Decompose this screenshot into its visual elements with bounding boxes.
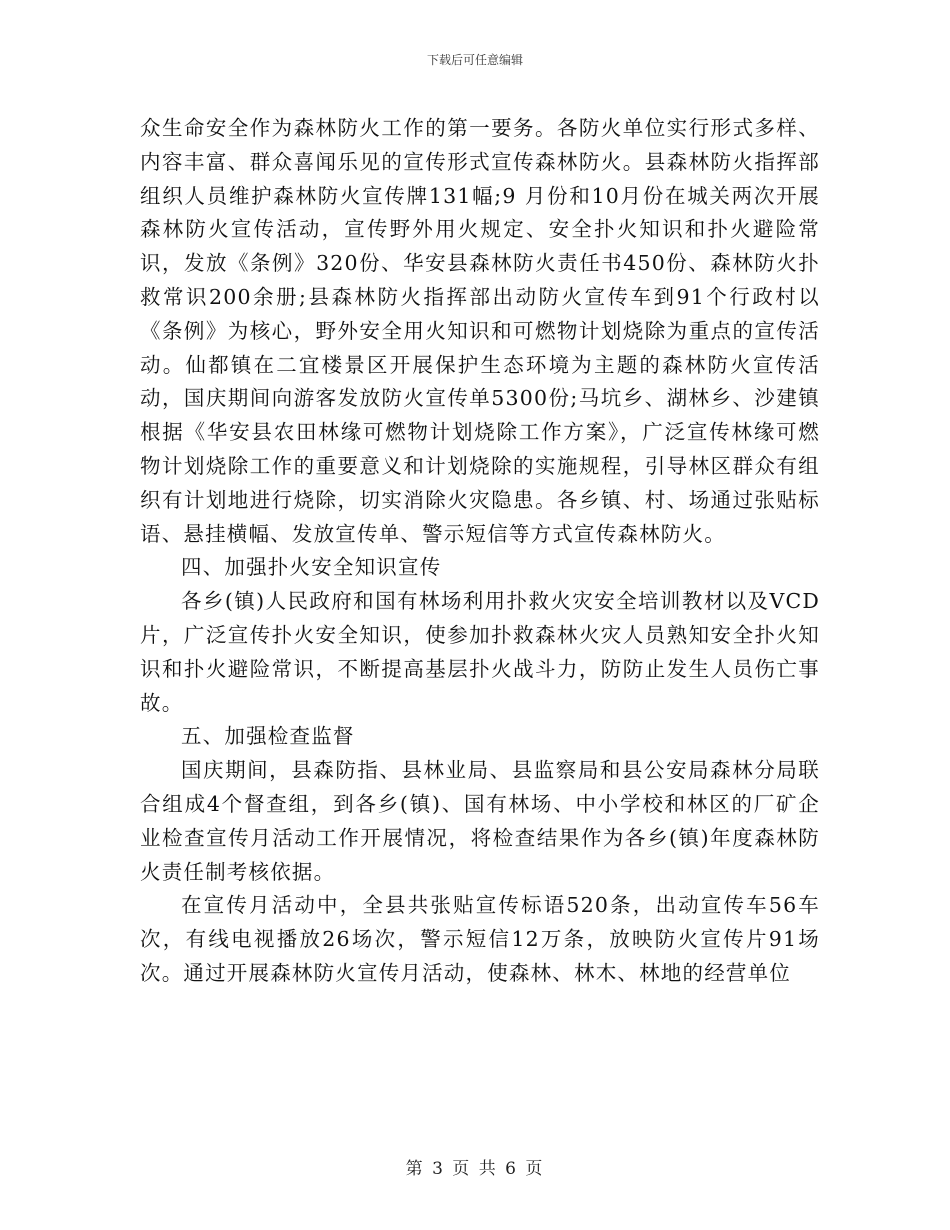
section-heading-4: 四、加强扑火安全知识宣传 (181, 555, 442, 580)
document-body (140, 112, 820, 991)
page-header-note: 下载后可任意编辑 (426, 53, 523, 67)
paragraph-inspection: 国庆期间，县森防指、县林业局、县监察局和县公安局森林分局联合组成4个督查组，到各乡(镇)、国有林场、中小学校和林区的厂矿企业检查宣传月活动工作开展情况，将检查结果作为各乡(镇)年度森林防火责任制考核依据。 (140, 758, 820, 884)
paragraph-statistics: 在宣传月活动中，全县共张贴宣传标语520条，出动宣传车56车次，有线电视播放26场次，警示短信12万条，放映防火宣传片91场次。通过开展森林防火宣传月活动，使森林、林木、林地的经营单位 (140, 893, 820, 985)
section-heading-5: 五、加强检查监督 (181, 724, 355, 749)
paragraph-publicity-activities: 众生命安全作为森林防火工作的第一要务。各防火单位实行形式多样、内容丰富、群众喜闻乐见的宣传形式宣传森林防火。县森林防火指挥部组织人员维护森林防火宣传牌131幅;9 月份和10月份在城关两次开展森林防火宣传活动，宣传野外用火规定、安全扑火知识和扑火避险常识，发放《条例》320份、华安县森林防火责任书450份、森林防火扑救常识200余册;县森林防火指挥部出动防火宣传车到91个行政村以《条例》为核心，野外安全用火知识和可燃物计划烧除为重点的宣传活动。仙都镇在二宜楼景区开展保护生态环境为主题的森林防火宣传活动，国庆期间向游客发放防火宣传单5300份;马坑乡、湖林乡、沙建镇根据《华安县农田林缘可燃物计划烧除工作方案》，广泛宣传林缘可燃物计划烧除工作的重要意义和计划烧除的实施规程，引导林区群众有组织有计划地进行烧除，切实消除火灾隐患。各乡镇、村、场通过张贴标语、悬挂横幅、发放宣传单、警示短信等方式宣传森林防火。 (140, 116, 820, 546)
paragraph-safety-knowledge: 各乡(镇)人民政府和国有林场利用扑救火灾安全培训教材以及VCD片，广泛宣传扑火安全知识，使参加扑救森林火灾人员熟知安全扑火知识和扑火避险常识，不断提高基层扑火战斗力，防防止发生人员伤亡事故。 (140, 589, 820, 715)
page-number: 第 3 页 共 6 页 (405, 1159, 545, 1179)
